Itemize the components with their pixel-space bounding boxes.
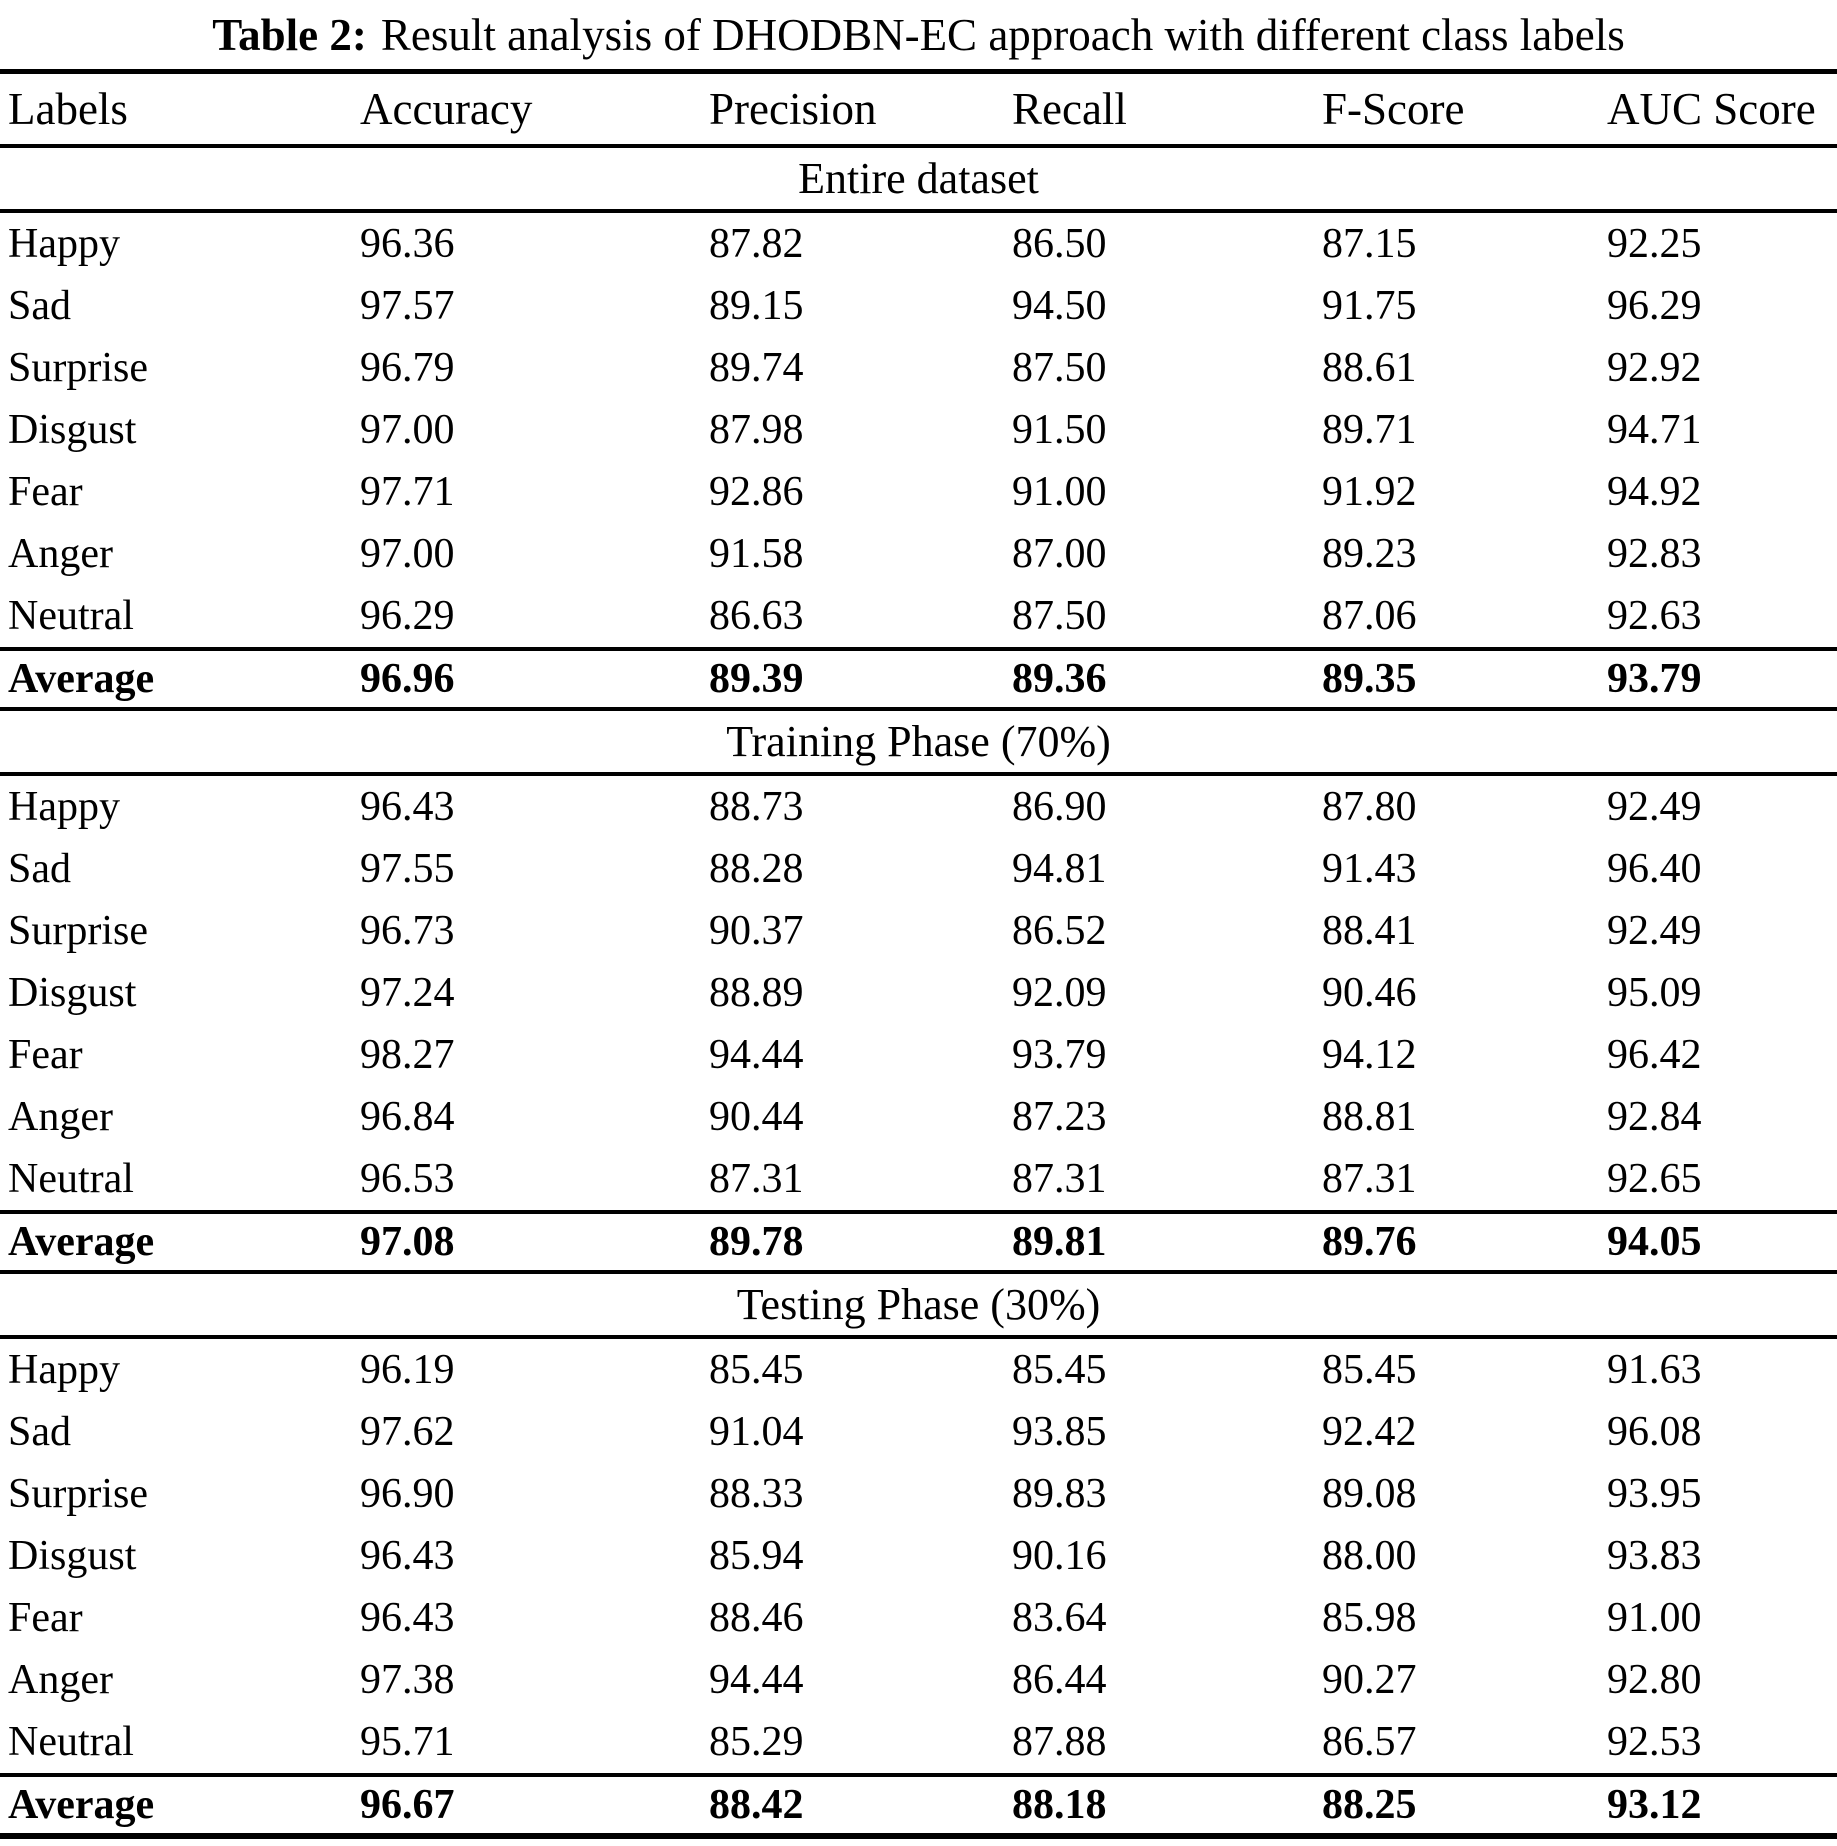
auc-value: 94.71 — [1607, 407, 1702, 453]
fscore-value: 92.42 — [1322, 1409, 1417, 1455]
precision-value: 89.78 — [709, 1219, 804, 1265]
fscore-value: 88.25 — [1322, 1782, 1417, 1828]
recall-value: 93.79 — [1012, 1032, 1107, 1078]
auc-value: 94.92 — [1607, 469, 1702, 515]
precision-value: 89.74 — [709, 345, 804, 391]
precision-value: 87.82 — [709, 221, 804, 267]
table-row — [0, 1339, 1837, 1401]
table-row — [0, 213, 1837, 275]
table-header-row — [0, 74, 1837, 148]
recall-value: 87.31 — [1012, 1156, 1107, 1202]
table-row — [0, 900, 1837, 962]
section-heading: Training Phase (70%) — [0, 711, 1837, 776]
table-row — [0, 1024, 1837, 1086]
accuracy-value: 97.00 — [360, 407, 455, 453]
row-label: Anger — [8, 1094, 113, 1140]
precision-value: 94.44 — [709, 1032, 804, 1078]
auc-value: 91.63 — [1607, 1347, 1702, 1393]
accuracy-value: 98.27 — [360, 1032, 455, 1078]
auc-value: 92.49 — [1607, 908, 1702, 954]
accuracy-value: 96.67 — [360, 1782, 455, 1828]
row-label: Happy — [8, 221, 120, 267]
fscore-value: 89.71 — [1322, 407, 1417, 453]
column-header-auc: AUC Score — [1607, 84, 1816, 134]
column-header-fscore: F-Score — [1322, 84, 1465, 134]
row-label: Happy — [8, 784, 120, 830]
fscore-value: 88.61 — [1322, 345, 1417, 391]
section-training-phase — [0, 711, 1837, 1274]
auc-value: 92.80 — [1607, 1657, 1702, 1703]
auc-value: 96.40 — [1607, 846, 1702, 892]
row-label: Fear — [8, 469, 83, 515]
table-row — [0, 585, 1837, 647]
table-row — [0, 337, 1837, 399]
fscore-value: 94.12 — [1322, 1032, 1417, 1078]
fscore-value: 89.76 — [1322, 1219, 1417, 1265]
table-row — [0, 1148, 1837, 1210]
precision-value: 92.86 — [709, 469, 804, 515]
fscore-value: 88.00 — [1322, 1533, 1417, 1579]
auc-value: 92.25 — [1607, 221, 1702, 267]
table-caption — [0, 0, 1837, 74]
recall-value: 87.50 — [1012, 345, 1107, 391]
precision-value: 86.63 — [709, 593, 804, 639]
precision-value: 90.37 — [709, 908, 804, 954]
fscore-value: 87.80 — [1322, 784, 1417, 830]
table-row — [0, 1086, 1837, 1148]
recall-value: 86.90 — [1012, 784, 1107, 830]
row-label: Fear — [8, 1595, 83, 1641]
auc-value: 92.53 — [1607, 1719, 1702, 1765]
precision-value: 87.31 — [709, 1156, 804, 1202]
precision-value: 88.73 — [709, 784, 804, 830]
table-row — [0, 838, 1837, 900]
auc-value: 94.05 — [1607, 1219, 1702, 1265]
average-row — [0, 647, 1837, 711]
precision-value: 88.46 — [709, 1595, 804, 1641]
auc-value: 96.42 — [1607, 1032, 1702, 1078]
precision-value: 88.28 — [709, 846, 804, 892]
accuracy-value: 97.55 — [360, 846, 455, 892]
section-heading: Testing Phase (30%) — [0, 1274, 1837, 1339]
table-row — [0, 1463, 1837, 1525]
fscore-value: 91.92 — [1322, 469, 1417, 515]
fscore-value: 86.57 — [1322, 1719, 1417, 1765]
recall-value: 91.00 — [1012, 469, 1107, 515]
row-label: Disgust — [8, 970, 137, 1016]
auc-value: 93.95 — [1607, 1471, 1702, 1517]
row-label: Neutral — [8, 1719, 134, 1765]
accuracy-value: 95.71 — [360, 1719, 455, 1765]
table-row — [0, 1587, 1837, 1649]
precision-value: 91.04 — [709, 1409, 804, 1455]
accuracy-value: 96.96 — [360, 656, 455, 702]
row-label: Disgust — [8, 407, 137, 453]
auc-value: 92.63 — [1607, 593, 1702, 639]
accuracy-value: 96.29 — [360, 593, 455, 639]
accuracy-value: 96.43 — [360, 1595, 455, 1641]
precision-value: 91.58 — [709, 531, 804, 577]
accuracy-value: 96.84 — [360, 1094, 455, 1140]
accuracy-value: 96.43 — [360, 784, 455, 830]
auc-value: 92.92 — [1607, 345, 1702, 391]
precision-value: 90.44 — [709, 1094, 804, 1140]
accuracy-value: 96.73 — [360, 908, 455, 954]
precision-value: 89.39 — [709, 656, 804, 702]
accuracy-value: 96.53 — [360, 1156, 455, 1202]
fscore-value: 91.75 — [1322, 283, 1417, 329]
fscore-value: 85.98 — [1322, 1595, 1417, 1641]
precision-value: 85.45 — [709, 1347, 804, 1393]
auc-value: 92.84 — [1607, 1094, 1702, 1140]
recall-value: 89.83 — [1012, 1471, 1107, 1517]
fscore-value: 90.27 — [1322, 1657, 1417, 1703]
recall-value: 89.81 — [1012, 1219, 1107, 1265]
fscore-value: 91.43 — [1322, 846, 1417, 892]
row-label: Average — [8, 1219, 155, 1265]
table-row — [0, 1525, 1837, 1587]
precision-value: 85.94 — [709, 1533, 804, 1579]
recall-value: 91.50 — [1012, 407, 1107, 453]
row-label: Anger — [8, 1657, 113, 1703]
recall-value: 94.81 — [1012, 846, 1107, 892]
auc-value: 96.29 — [1607, 283, 1702, 329]
fscore-value: 85.45 — [1322, 1347, 1417, 1393]
auc-value: 91.00 — [1607, 1595, 1702, 1641]
accuracy-value: 96.79 — [360, 345, 455, 391]
recall-value: 94.50 — [1012, 283, 1107, 329]
accuracy-value: 97.57 — [360, 283, 455, 329]
auc-value: 92.65 — [1607, 1156, 1702, 1202]
recall-value: 93.85 — [1012, 1409, 1107, 1455]
recall-value: 85.45 — [1012, 1347, 1107, 1393]
row-label: Happy — [8, 1347, 120, 1393]
section-heading: Entire dataset — [0, 148, 1837, 213]
row-label: Neutral — [8, 1156, 134, 1202]
table-row — [0, 523, 1837, 585]
table-row — [0, 275, 1837, 337]
section-rows — [0, 776, 1837, 1210]
auc-value: 93.83 — [1607, 1533, 1702, 1579]
precision-value: 88.33 — [709, 1471, 804, 1517]
fscore-value: 90.46 — [1322, 970, 1417, 1016]
precision-value: 85.29 — [709, 1719, 804, 1765]
row-label: Neutral — [8, 593, 134, 639]
recall-value: 86.44 — [1012, 1657, 1107, 1703]
row-label: Fear — [8, 1032, 83, 1078]
auc-value: 93.12 — [1607, 1782, 1702, 1828]
recall-value: 90.16 — [1012, 1533, 1107, 1579]
recall-value: 83.64 — [1012, 1595, 1107, 1641]
accuracy-value: 96.90 — [360, 1471, 455, 1517]
fscore-value: 89.23 — [1322, 531, 1417, 577]
recall-value: 89.36 — [1012, 656, 1107, 702]
column-header-accuracy: Accuracy — [360, 84, 533, 134]
auc-value: 92.49 — [1607, 784, 1702, 830]
table-row — [0, 399, 1837, 461]
table-row — [0, 461, 1837, 523]
section-entire-dataset — [0, 148, 1837, 711]
fscore-value: 87.06 — [1322, 593, 1417, 639]
table-caption-number: Table 2: — [212, 10, 367, 60]
fscore-value: 89.08 — [1322, 1471, 1417, 1517]
fscore-value: 89.35 — [1322, 656, 1417, 702]
fscore-value: 88.81 — [1322, 1094, 1417, 1140]
row-label: Disgust — [8, 1533, 137, 1579]
precision-value: 88.42 — [709, 1782, 804, 1828]
recall-value: 86.52 — [1012, 908, 1107, 954]
row-label: Sad — [8, 283, 71, 329]
section-testing-phase — [0, 1274, 1837, 1839]
recall-value: 87.88 — [1012, 1719, 1107, 1765]
recall-value: 87.23 — [1012, 1094, 1107, 1140]
fscore-value: 88.41 — [1322, 908, 1417, 954]
accuracy-value: 97.62 — [360, 1409, 455, 1455]
auc-value: 95.09 — [1607, 970, 1702, 1016]
accuracy-value: 97.24 — [360, 970, 455, 1016]
accuracy-value: 97.00 — [360, 531, 455, 577]
column-header-labels: Labels — [8, 84, 128, 134]
row-label: Average — [8, 1782, 155, 1828]
accuracy-value: 97.38 — [360, 1657, 455, 1703]
table-row — [0, 776, 1837, 838]
recall-value: 86.50 — [1012, 221, 1107, 267]
table-row — [0, 962, 1837, 1024]
precision-value: 89.15 — [709, 283, 804, 329]
row-label: Sad — [8, 846, 71, 892]
row-label: Surprise — [8, 1471, 148, 1517]
table-row — [0, 1649, 1837, 1711]
column-header-recall: Recall — [1012, 84, 1127, 134]
row-label: Surprise — [8, 345, 148, 391]
recall-value: 87.00 — [1012, 531, 1107, 577]
row-label: Surprise — [8, 908, 148, 954]
row-label: Sad — [8, 1409, 71, 1455]
auc-value: 92.83 — [1607, 531, 1702, 577]
table-row — [0, 1401, 1837, 1463]
accuracy-value: 97.71 — [360, 469, 455, 515]
section-rows — [0, 1339, 1837, 1773]
accuracy-value: 97.08 — [360, 1219, 455, 1265]
recall-value: 92.09 — [1012, 970, 1107, 1016]
recall-value: 88.18 — [1012, 1782, 1107, 1828]
auc-value: 93.79 — [1607, 656, 1702, 702]
row-label: Average — [8, 656, 155, 702]
average-row — [0, 1773, 1837, 1839]
accuracy-value: 96.19 — [360, 1347, 455, 1393]
section-rows — [0, 213, 1837, 647]
precision-value: 88.89 — [709, 970, 804, 1016]
auc-value: 96.08 — [1607, 1409, 1702, 1455]
recall-value: 87.50 — [1012, 593, 1107, 639]
precision-value: 94.44 — [709, 1657, 804, 1703]
table-caption-text: Result analysis of DHODBN-EC approach with different class labels — [380, 10, 1625, 60]
accuracy-value: 96.36 — [360, 221, 455, 267]
accuracy-value: 96.43 — [360, 1533, 455, 1579]
row-label: Anger — [8, 531, 113, 577]
fscore-value: 87.15 — [1322, 221, 1417, 267]
precision-value: 87.98 — [709, 407, 804, 453]
column-header-precision: Precision — [709, 84, 877, 134]
fscore-value: 87.31 — [1322, 1156, 1417, 1202]
average-row — [0, 1210, 1837, 1274]
table-row — [0, 1711, 1837, 1773]
